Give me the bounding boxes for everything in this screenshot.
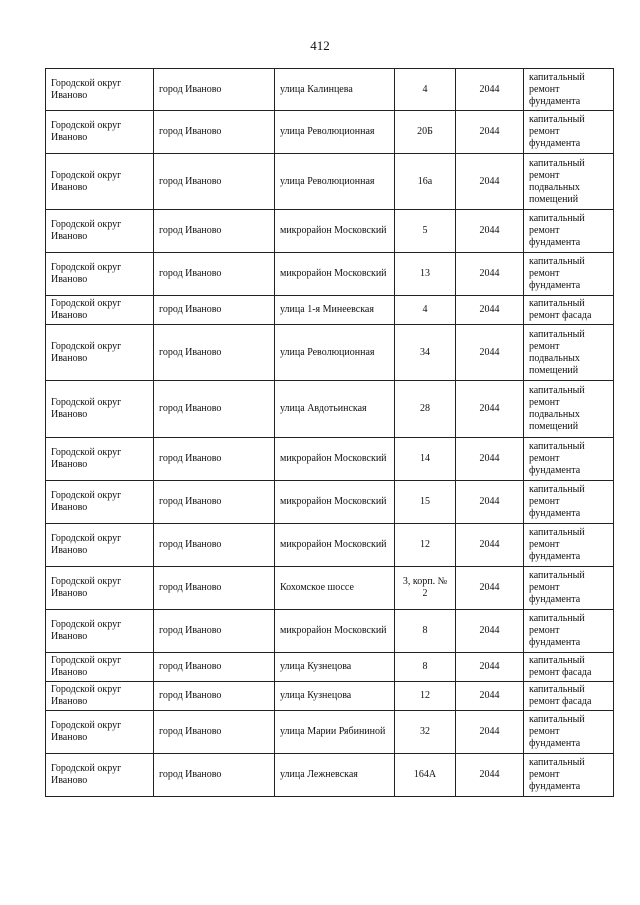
work-type-cell: капитальный ремонт фундамента xyxy=(524,754,614,797)
city-cell: город Иваново xyxy=(154,325,275,381)
district-cell: Городской округ Иваново xyxy=(46,711,154,754)
street-cell: улица Марии Рябининой xyxy=(275,711,395,754)
street-cell: микрорайон Московский xyxy=(275,610,395,653)
work-type-cell: капитальный ремонт фундамента xyxy=(524,438,614,481)
district-cell: Городской округ Иваново xyxy=(46,682,154,711)
street-cell: улица Авдотьинская xyxy=(275,381,395,438)
year-cell: 2044 xyxy=(456,381,524,438)
city-cell: город Иваново xyxy=(154,653,275,682)
district-cell: Городской округ Иваново xyxy=(46,154,154,210)
district-cell: Городской округ Иваново xyxy=(46,567,154,610)
house-number-cell: 20Б xyxy=(395,111,456,154)
district-cell: Городской округ Иваново xyxy=(46,296,154,325)
work-type-cell: капитальный ремонт фундамента xyxy=(524,610,614,653)
work-type-cell: капитальный ремонт фасада xyxy=(524,682,614,711)
city-cell: город Иваново xyxy=(154,481,275,524)
street-cell: улица Кузнецова xyxy=(275,682,395,711)
table-row xyxy=(46,682,614,711)
district-cell: Городской округ Иваново xyxy=(46,253,154,296)
street-cell: улица Революционная xyxy=(275,111,395,154)
work-type-cell: капитальный ремонт фундамента xyxy=(524,111,614,154)
house-number-cell: 5 xyxy=(395,210,456,253)
table-row xyxy=(46,711,614,754)
table-row xyxy=(46,296,614,325)
year-cell: 2044 xyxy=(456,253,524,296)
street-cell: Кохомское шоссе xyxy=(275,567,395,610)
district-cell: Городской округ Иваново xyxy=(46,325,154,381)
house-number-cell: 12 xyxy=(395,524,456,567)
city-cell: город Иваново xyxy=(154,682,275,711)
district-cell: Городской округ Иваново xyxy=(46,210,154,253)
table-row xyxy=(46,610,614,653)
district-cell: Городской округ Иваново xyxy=(46,381,154,438)
house-number-cell: 16а xyxy=(395,154,456,210)
year-cell: 2044 xyxy=(456,325,524,381)
year-cell: 2044 xyxy=(456,481,524,524)
house-number-cell: 34 xyxy=(395,325,456,381)
table-body xyxy=(46,69,614,797)
work-type-cell: капитальный ремонт фасада xyxy=(524,653,614,682)
district-cell: Городской округ Иваново xyxy=(46,524,154,567)
city-cell: город Иваново xyxy=(154,111,275,154)
house-number-cell: 4 xyxy=(395,69,456,111)
year-cell: 2044 xyxy=(456,524,524,567)
city-cell: город Иваново xyxy=(154,524,275,567)
house-number-cell: 28 xyxy=(395,381,456,438)
street-cell: микрорайон Московский xyxy=(275,438,395,481)
city-cell: город Иваново xyxy=(154,154,275,210)
table-row xyxy=(46,524,614,567)
work-type-cell: капитальный ремонт подвальных помещений xyxy=(524,154,614,210)
table-row xyxy=(46,210,614,253)
house-number-cell: 15 xyxy=(395,481,456,524)
district-cell: Городской округ Иваново xyxy=(46,438,154,481)
year-cell: 2044 xyxy=(456,682,524,711)
district-cell: Городской округ Иваново xyxy=(46,610,154,653)
table-row xyxy=(46,154,614,210)
year-cell: 2044 xyxy=(456,210,524,253)
work-type-cell: капитальный ремонт подвальных помещений xyxy=(524,325,614,381)
street-cell: улица 1-я Минеевская xyxy=(275,296,395,325)
house-number-cell: 13 xyxy=(395,253,456,296)
city-cell: город Иваново xyxy=(154,610,275,653)
street-cell: улица Лежневская xyxy=(275,754,395,797)
city-cell: город Иваново xyxy=(154,253,275,296)
work-type-cell: капитальный ремонт фундамента xyxy=(524,253,614,296)
district-cell: Городской округ Иваново xyxy=(46,754,154,797)
house-number-cell: 164А xyxy=(395,754,456,797)
work-type-cell: капитальный ремонт фундамента xyxy=(524,69,614,111)
table-row xyxy=(46,438,614,481)
table-row xyxy=(46,754,614,797)
city-cell: город Иваново xyxy=(154,711,275,754)
street-cell: микрорайон Московский xyxy=(275,210,395,253)
year-cell: 2044 xyxy=(456,111,524,154)
year-cell: 2044 xyxy=(456,69,524,111)
street-cell: микрорайон Московский xyxy=(275,253,395,296)
house-number-cell: 12 xyxy=(395,682,456,711)
year-cell: 2044 xyxy=(456,438,524,481)
house-number-cell: 14 xyxy=(395,438,456,481)
year-cell: 2044 xyxy=(456,296,524,325)
table-row xyxy=(46,253,614,296)
table-row xyxy=(46,325,614,381)
table-row xyxy=(46,381,614,438)
work-type-cell: капитальный ремонт фундамента xyxy=(524,210,614,253)
work-type-cell: капитальный ремонт подвальных помещений xyxy=(524,381,614,438)
table-row xyxy=(46,111,614,154)
year-cell: 2044 xyxy=(456,154,524,210)
year-cell: 2044 xyxy=(456,653,524,682)
city-cell: город Иваново xyxy=(154,381,275,438)
table-row xyxy=(46,69,614,111)
table-row xyxy=(46,653,614,682)
city-cell: город Иваново xyxy=(154,438,275,481)
street-cell: улица Революционная xyxy=(275,325,395,381)
house-number-cell: 3, корп. № 2 xyxy=(395,567,456,610)
house-number-cell: 8 xyxy=(395,653,456,682)
page-number: 412 xyxy=(310,38,330,53)
year-cell: 2044 xyxy=(456,610,524,653)
work-type-cell: капитальный ремонт фундамента xyxy=(524,711,614,754)
street-cell: улица Кузнецова xyxy=(275,653,395,682)
street-cell: улица Калинцева xyxy=(275,69,395,111)
district-cell: Городской округ Иваново xyxy=(46,653,154,682)
work-type-cell: капитальный ремонт фундамента xyxy=(524,481,614,524)
work-type-cell: капитальный ремонт фундамента xyxy=(524,567,614,610)
table-row xyxy=(46,567,614,610)
district-cell: Городской округ Иваново xyxy=(46,111,154,154)
repair-schedule-table xyxy=(45,68,614,797)
table-row xyxy=(46,481,614,524)
city-cell: город Иваново xyxy=(154,69,275,111)
city-cell: город Иваново xyxy=(154,754,275,797)
house-number-cell: 32 xyxy=(395,711,456,754)
district-cell: Городской округ Иваново xyxy=(46,69,154,111)
street-cell: микрорайон Московский xyxy=(275,524,395,567)
street-cell: улица Революционная xyxy=(275,154,395,210)
year-cell: 2044 xyxy=(456,711,524,754)
year-cell: 2044 xyxy=(456,567,524,610)
work-type-cell: капитальный ремонт фундамента xyxy=(524,524,614,567)
street-cell: микрорайон Московский xyxy=(275,481,395,524)
city-cell: город Иваново xyxy=(154,567,275,610)
district-cell: Городской округ Иваново xyxy=(46,481,154,524)
city-cell: город Иваново xyxy=(154,210,275,253)
house-number-cell: 4 xyxy=(395,296,456,325)
city-cell: город Иваново xyxy=(154,296,275,325)
house-number-cell: 8 xyxy=(395,610,456,653)
year-cell: 2044 xyxy=(456,754,524,797)
work-type-cell: капитальный ремонт фасада xyxy=(524,296,614,325)
